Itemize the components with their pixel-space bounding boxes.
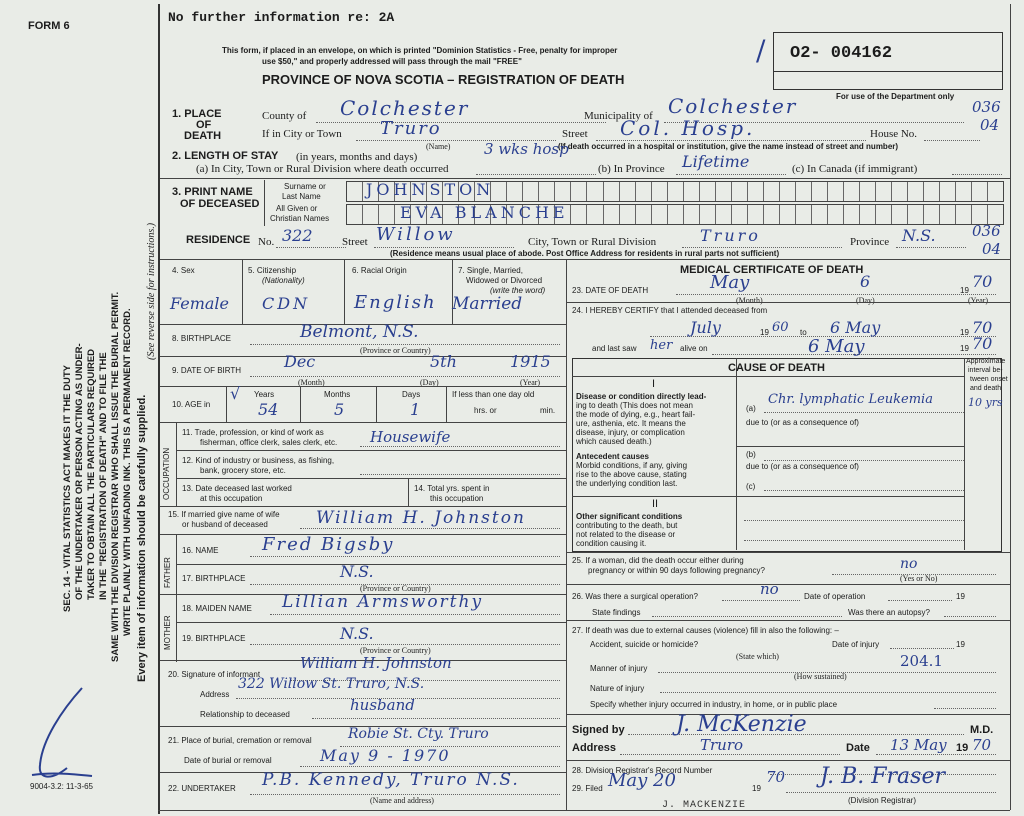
cause-a-value: Chr. lymphatic Leukemia [768,392,933,407]
undertaker-sub: (Name and address) [370,796,434,805]
industry-q12: 12. Kind of industry or business, as fishing, [182,456,335,465]
hours-label: hrs. or [474,406,497,415]
attended-to-year-prefix: 19 [960,328,969,337]
division-registrar-label: (Division Registrar) [848,796,917,805]
disease-label-5: disease, injury, or complication [576,428,685,437]
signed-year-value: 70 [972,736,992,754]
street-value: Col. Hosp. [620,116,756,140]
filed-value: May 20 [608,770,676,791]
signed-year-prefix: 19 [956,742,969,754]
place-label-death: DEATH [184,130,222,142]
days-label: Days [402,390,421,399]
residence-city-label: City, Town or Rural Division [528,236,657,248]
part-two-label: II [652,498,659,510]
burial-date-value: May 9 - 1970 [320,746,451,765]
father-side-label: FATHER [163,557,172,588]
last-worked-q13: 13. Date deceased last worked [182,484,292,493]
surgical-operation-value: no [760,580,779,598]
stay-province-label: (b) In Province [598,163,665,175]
place-label: 1. PLACE [172,108,222,120]
last-saw-year-prefix: 19 [960,344,969,353]
other-conditions-4: condition causing it. [576,539,647,548]
industry-q12-2: bank, grocery store, etc. [200,466,286,475]
dob-day: 5th [430,352,457,371]
signed-date-value: 13 May [890,736,947,754]
department-use-note: For use of the Department only [836,92,955,101]
citizenship-value: CDN [262,294,311,313]
cause-c-label: (c) [746,482,756,491]
length-of-stay-label: 2. LENGTH OF STAY [172,150,279,162]
pregnancy-value: no [900,556,918,572]
municipality-label: Municipality of [584,110,653,122]
interval-label-2: interval be- [968,367,1003,374]
house-label: House No. [870,128,918,140]
spouse-label-2: or husband of deceased [182,520,268,529]
undertaker-label: 22. UNDERTAKER [168,784,236,793]
due-to-label-b: due to (or as a consequence of) [746,462,859,471]
mother-birthplace-label: 19. BIRTHPLACE [182,634,246,643]
injury-date-label: Date of injury [832,640,880,649]
sex-value: Female [170,294,229,313]
occupation-q11: 11. Trade, profession, or kind of work as [182,428,324,437]
city-value: Truro [380,118,442,139]
registrar-signature: J. B. Fraser [820,764,945,789]
residence-code-1: 036 [972,222,1001,240]
undertaker-value: P.B. Kennedy, Truro N.S. [262,770,520,790]
registration-number: O2- 004162 [790,44,893,63]
given-names-label-2: Christian Names [270,214,330,223]
cause-a-label: (a) [746,404,756,413]
date-of-death-label: 23. DATE OF DEATH [572,286,649,295]
registrar-record-number-label: 28. Division Registrar's Record Number [572,766,713,775]
age-label: 10. AGE in [172,400,211,409]
place-label-of: OF [196,119,212,131]
age-days-value: 1 [410,400,421,419]
injury-year-prefix: 19 [956,640,965,649]
dob-year-label: (Year) [520,378,541,387]
envelope-note-2: use $50," and properly addressed will pass through the mail "FREE" [262,57,522,66]
stay-city-label: (a) In City, Town or Rural Division where death occurred [196,163,449,175]
yes-no-label: (Yes or No) [900,574,938,583]
county-value: Colchester [340,96,470,120]
father-birthplace-sub: (Province or Country) [360,584,431,593]
interval-label-4: and death [970,385,1002,392]
other-conditions-2: contributing to the death, but [576,521,678,530]
mother-birthplace-sub: (Province or Country) [360,646,431,655]
mother-birthplace-value: N.S. [340,624,374,643]
interval-label-3: tween onset [970,376,1008,383]
informant-address-value: 322 Willow St. Truro, N.S. [238,676,425,692]
check-mark: / [756,34,766,67]
mother-side-label: MOTHER [163,615,172,650]
death-day-label: (Day) [856,296,875,305]
external-causes-label: 27. If death was due to external causes (violence) fill in also the following: – [572,626,839,635]
attended-to-value: 6 May [830,318,881,337]
medical-certificate-heading: MEDICAL CERTIFICATE OF DEATH [680,264,864,276]
accident-label: Accident, suicide or homicide? [590,640,699,649]
spouse-label: 15. If married give name of wife [168,510,280,519]
state-which-label: (State which) [736,652,779,661]
interval-a-value: 10 yrs [968,396,1003,409]
municipality-value: Colchester [668,94,798,118]
residence-street-value: Willow [376,224,456,245]
form-number: FORM 6 [28,20,70,32]
disease-label-3: the mode of dying, e.g., heart fail- [576,410,696,419]
occupation-q11-2: fisherman, office clerk, sales clerk, etc. [200,438,338,447]
informant-signature-value: William H. Johnston [300,654,452,672]
antecedent-label-3: rise to the above cause, stating [576,470,687,479]
birthplace-label: 8. BIRTHPLACE [172,334,231,343]
residence-label: RESIDENCE [186,234,251,246]
attended-from-year: 60 [772,320,789,335]
length-of-stay-sub: (in years, months and days) [296,151,418,163]
margin-text-1: SEC. 14 - VITAL STATISTICS ACT MAKES IT THE DUTY [62,364,73,612]
racial-origin-label: 6. Racial Origin [352,266,407,275]
marital-label-2: Widowed or Divorced [466,276,543,285]
residence-city-value: Truro [700,226,761,245]
birthplace-value: Belmont, N.S. [300,322,419,342]
death-year-label: (Year) [968,296,989,305]
alive-on-label: alive on [680,344,708,353]
burial-place-label: 21. Place of burial, cremation or removal [168,736,312,745]
hospital-note: (If death occurred in a hospital or institution, give the name instead of street and number) [558,142,899,151]
relationship-label: Relationship to deceased [200,710,290,719]
marital-label-3: (write the word) [490,286,546,295]
county-label: County of [262,110,307,122]
dob-day-label: (Day) [420,378,439,387]
physician-signature: J. McKenzie [676,712,807,737]
print-code: 9004-3.2: 11-3-65 [30,782,94,791]
name-sub-label: (Name) [426,142,451,151]
part-one-label: I [652,378,656,390]
antecedent-label-4: the underlying condition last. [576,479,678,488]
mother-maiden-name-value: Lillian Armsworthy [282,592,484,612]
attended-to-year: 70 [972,318,993,337]
how-sustained-label: (How sustained) [794,672,847,681]
state-findings-label: State findings [592,608,641,617]
other-conditions-1: Other significant conditions [576,512,683,521]
attended-from-year-prefix: 19 [760,328,769,337]
antecedent-label-1: Antecedent causes [576,452,649,461]
signed-by-label: Signed by [572,724,625,736]
residence-province-value: N.S. [902,226,936,245]
envelope-note-1: This form, if placed in an envelope, on which is printed "Dominion Statistics - Free, penalty for improper [222,46,618,55]
residence-street-label: Street [342,236,368,248]
manner-value: 204.1 [900,652,943,670]
disease-label-6: which caused death.) [576,437,652,446]
age-years-value: 54 [258,400,279,419]
margin-text-2: OF THE UNDERTAKER OR PERSON ACTING AS UNDER- [74,343,85,600]
relationship-value: husband [350,696,415,714]
stay-city-value: 3 wks hosp [484,140,569,158]
marital-label: 7. Single, Married, [458,266,523,275]
disease-label-4: ure, asthenia, etc. It means the [576,419,686,428]
margin-text-4: IN THE "REGISTRATION OF DEATH" AND TO FILE THE [98,352,109,600]
death-day-value: 6 [860,272,871,291]
mackenzie-stamp: J. MACKENZIE [662,800,747,811]
birthplace-sub: (Province or Country) [360,346,431,355]
margin-text-6: WRITE PLAINLY WITH UNFADING INK. THIS IS A PERMANENT RECORD. [122,308,133,636]
last-worked-q13-2: at this occupation [200,494,263,503]
given-names-label: All Given or [276,204,318,213]
occupation-value: Housewife [370,428,451,446]
residence-no-label: No. [258,236,275,248]
attended-from-value: July [690,318,721,337]
margin-text-5: SAME WITH THE DIVISION REGISTRAR WHO SHALL ISSUE THE BURIAL PERMIT. [110,291,121,662]
pregnancy-label-2: pregnancy or within 90 days following pregnancy? [588,566,765,575]
city-label: If in City or Town [262,128,342,140]
dob-year: 1915 [510,352,551,371]
burial-date-label: Date of burial or removal [184,756,272,765]
md-label: M.D. [970,724,994,736]
margin-text-3: TAKER TO OBTAIN ALL THE PARTICULARS REQUIRED [86,348,97,600]
signed-date-label: Date [846,742,870,754]
spouse-value: William H. Johnston [316,508,526,528]
nature-of-injury-label: Nature of injury [590,684,645,693]
residence-code-2: 04 [982,240,1002,258]
physician-address-label: Address [572,742,617,754]
street-label: Street [562,128,588,140]
mother-maiden-name-label: 18. MAIDEN NAME [182,604,252,613]
surgical-operation-label: 26. Was there a surgical operation? [572,592,698,601]
margin-text-8: (See reverse side for instructions.) [146,222,157,360]
specify-injury-label: Specify whether injury occurred in industry, in home, or in public place [590,700,838,709]
operation-date-label: Date of operation [804,592,866,601]
due-to-label-a: due to (or as a consequence of) [746,418,859,427]
dob-month-label: (Month) [298,378,325,387]
interval-label-1: Approximate [966,358,1006,365]
father-name-value: Fred Bigsby [262,534,395,555]
father-birthplace-label: 17. BIRTHPLACE [182,574,246,583]
last-saw-word: her [650,338,673,353]
given-names-value: EVA BLANCHE [400,203,569,222]
less-than-day-label: If less than one day old [452,390,535,399]
occupation-side-label: OCCUPATION [162,447,171,500]
last-saw-label: and last saw [592,344,637,353]
form-title: PROVINCE OF NOVA SCOTIA – REGISTRATION OF DEATH [262,72,625,87]
age-months-value: 5 [334,400,345,419]
years-label: Years [254,390,275,399]
racial-origin-value: English [354,292,437,313]
stay-canada-label: (c) In Canada (if immigrant) [792,163,918,175]
pregnancy-label: 25. If a woman, did the death occur either during [572,556,744,565]
father-birthplace-value: N.S. [340,562,374,581]
residence-note: (Residence means usual place of abode. Post Office Address for residents in rural parts not sufficient) [390,249,780,258]
minutes-label: min. [540,406,556,415]
stay-province-value: Lifetime [682,152,750,171]
citizenship-label: 5. Citizenship [248,266,297,275]
disease-label-1: Disease or condition directly lead- [576,392,707,401]
certify-label: 24. I HEREBY CERTIFY that I attended deceased from [572,306,768,315]
informant-signature-label: 20. Signature of informant [168,670,261,679]
marital-value: Married [452,294,523,314]
operation-year-prefix: 19 [956,592,965,601]
informant-address-label: Address [200,690,230,699]
residence-no-value: 322 [282,226,313,245]
death-month-value: May [710,272,750,293]
death-month-label: (Month) [736,296,763,305]
sex-label: 4. Sex [172,266,195,275]
years-occupation-q14: 14. Total yrs. spent in [414,484,490,493]
attended-to-label: to [800,328,807,337]
margin-text-7: Every item of information should be carefully supplied. [136,394,148,682]
filed-year-prefix: 19 [752,784,761,793]
father-name-label: 16. NAME [182,546,219,555]
print-name-label-2: OF DECEASED [180,198,260,210]
filed-year-value: 70 [766,768,786,786]
last-saw-year: 70 [972,334,993,353]
dob-label: 9. DATE OF BIRTH [172,366,242,375]
death-year-value: 70 [972,272,993,291]
surname-value: JOHNSTON [366,180,495,199]
top-note: No further information re: 2A [168,10,395,25]
cause-of-death-heading: CAUSE OF DEATH [728,362,825,374]
handwritten-initial-mark [22,680,102,790]
dob-month: Dec [284,352,316,371]
years-check: √ [230,384,241,403]
antecedent-label-2: Morbid conditions, if any, giving [576,461,688,470]
filed-label: 29. Filed [572,784,603,793]
citizenship-sub: (Nationality) [262,276,305,285]
burial-place-value: Robie St. Cty. Truro [348,726,489,742]
disease-label-2: ing to death (This does not mean [576,401,693,410]
place-code-2: 04 [980,116,1000,134]
autopsy-label: Was there an autopsy? [848,608,930,617]
months-label: Months [324,390,351,399]
cause-b-label: (b) [746,450,756,459]
death-year-prefix: 19 [960,286,969,295]
surname-label: Surname or [284,182,326,191]
place-code-1: 036 [972,98,1001,116]
years-occupation-q14-2: this occupation [430,494,484,503]
residence-province-label: Province [850,236,890,248]
physician-address-value: Truro [700,736,744,754]
last-saw-date: 6 May [808,336,865,357]
other-conditions-3: not related to the disease or [576,530,676,539]
manner-label: Manner of injury [590,664,648,673]
print-name-label: 3. PRINT NAME [172,186,253,198]
surname-label-2: Last Name [282,192,321,201]
